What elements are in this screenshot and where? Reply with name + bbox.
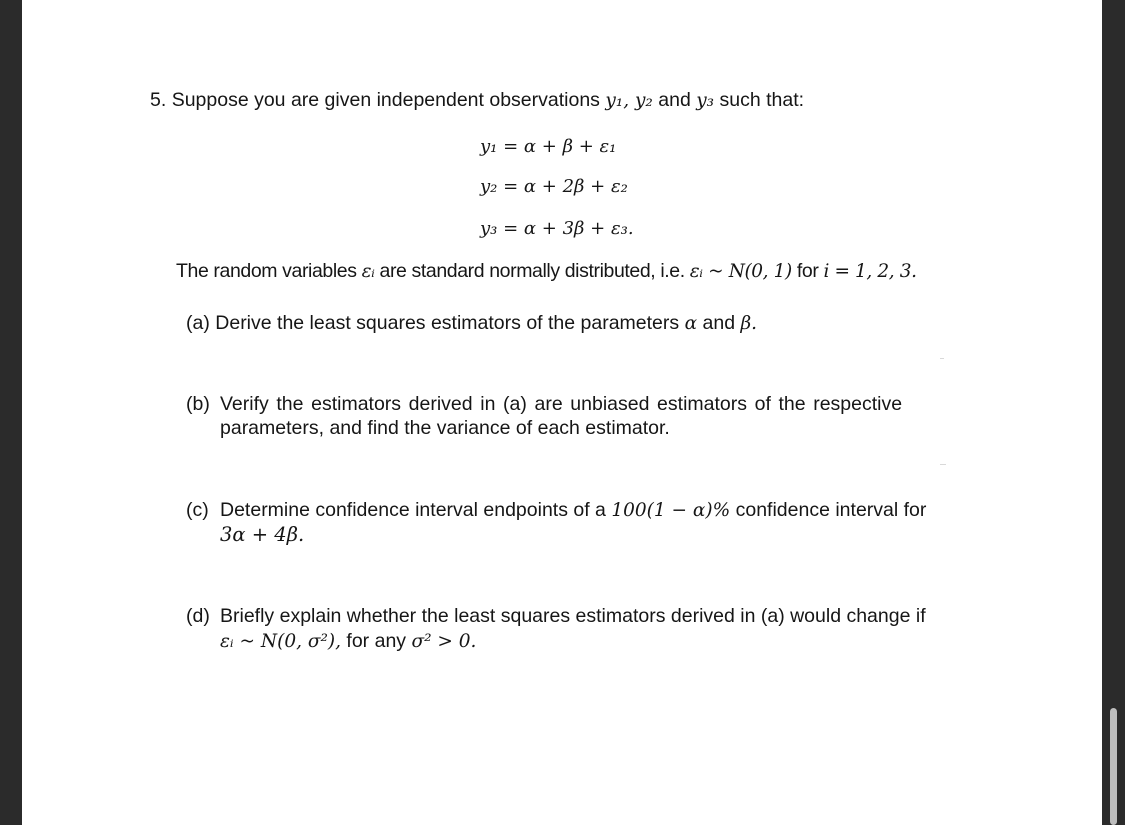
part-a-beta: β.	[740, 313, 758, 334]
problem-intro	[150, 88, 804, 113]
rv-dist: εᵢ ~ N(0, 1)	[689, 261, 792, 282]
equation-3: y₃ = α + 3β + ε₃.	[480, 218, 634, 239]
rv-text-2: are standard normally distributed, i.e.	[379, 260, 685, 282]
document-page	[22, 0, 1102, 825]
part-a-and: and	[702, 312, 736, 334]
part-c-label: (c)	[186, 499, 209, 521]
part-c-text: Determine confidence interval endpoints of a	[220, 499, 606, 521]
part-d-line-1: Briefly explain whether the least squares estimators derived in (a) would change if	[220, 605, 926, 627]
rv-text-1: The random variables	[176, 260, 357, 282]
left-frame	[0, 0, 22, 825]
equation-1: y₁ = α + β + ε₁	[480, 136, 617, 157]
part-c-line-1	[220, 498, 926, 523]
intro-and: and	[658, 89, 691, 111]
intro-text: Suppose you are given independent observations	[171, 89, 600, 111]
part-b-label: (b)	[186, 393, 210, 415]
part-c-line-2: 3α + 4β.	[220, 523, 305, 546]
part-a-alpha: α	[684, 313, 698, 334]
part-c-text-2: confidence interval for	[735, 499, 927, 521]
intro-var3: y₃	[696, 90, 715, 111]
faint-dash	[940, 464, 946, 465]
intro-vars: y₁, y₂	[605, 90, 653, 111]
part-b-line-2: parameters, and find the variance of each estimator.	[220, 417, 670, 439]
part-b-line-1: Verify the estimators derived in (a) are unbiased estimators of the respective	[220, 393, 903, 415]
part-d-text: for any	[346, 630, 407, 652]
rv-eps: εᵢ	[361, 261, 375, 282]
rv-for: for	[796, 260, 819, 282]
rv-index: i = 1, 2, 3.	[823, 261, 917, 282]
part-d-math-2: σ² > 0.	[411, 631, 477, 652]
part-d-math: εᵢ ~ N(0, σ²),	[220, 631, 341, 652]
part-c-math: 100(1 − α)%	[611, 500, 731, 521]
faint-dot	[940, 358, 944, 359]
random-variables-line	[176, 259, 917, 284]
part-d-line-2	[220, 629, 476, 654]
part-a	[186, 311, 757, 336]
part-d-label: (d)	[186, 605, 210, 627]
equation-2: y₂ = α + 2β + ε₂	[480, 176, 628, 197]
problem-number: 5.	[150, 89, 167, 111]
right-frame	[1102, 0, 1125, 825]
intro-end: such that:	[719, 89, 805, 111]
part-a-text: Derive the least squares estimators of the parameters	[215, 312, 680, 334]
part-a-label: (a)	[186, 312, 210, 334]
scrollbar-thumb[interactable]	[1110, 708, 1117, 825]
